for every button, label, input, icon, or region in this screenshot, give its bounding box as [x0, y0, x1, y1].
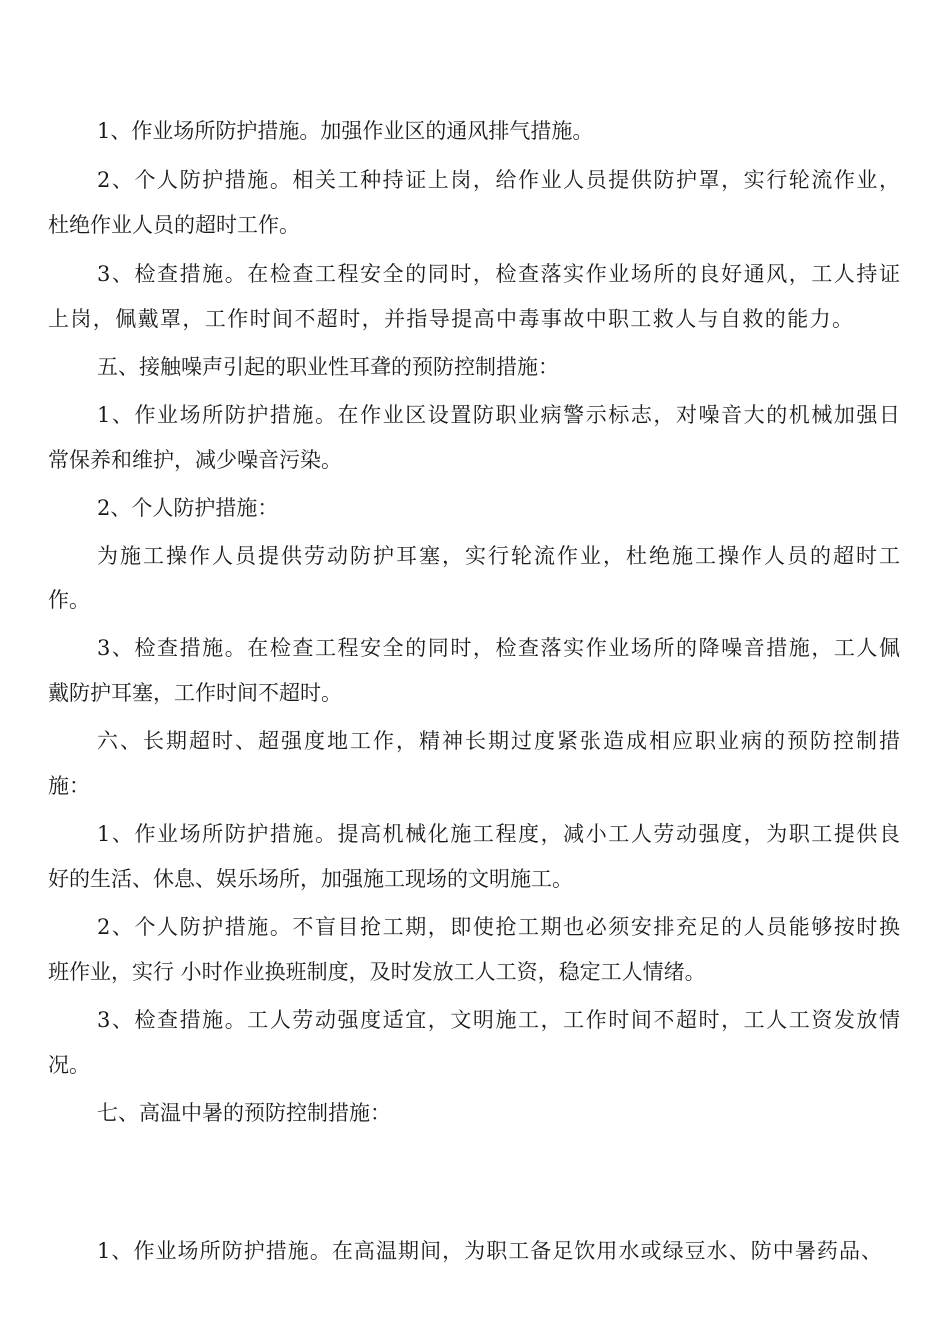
paragraph-line: 上岗，佩戴罩，工作时间不超时，并指导提高中毒事故中职工救人与自救的能力。	[48, 307, 853, 331]
paragraph-line: 2、个人防护措施：	[97, 496, 279, 520]
section-heading: 六、长期超时、超强度地工作，精神长期过度紧张造成相应职业病的预防控制措	[97, 729, 900, 753]
paragraph-line: 戴防护耳塞，工作时间不超时。	[48, 681, 342, 705]
section-heading: 七、高温中暑的预防控制措施：	[97, 1101, 391, 1125]
section-heading: 施：	[48, 774, 90, 798]
section-heading: 五、接触噪声引起的职业性耳聋的预防控制措施：	[97, 355, 559, 379]
paragraph-line: 杜绝作业人员的超时工作。	[48, 213, 300, 237]
paragraph-line: 3、检查措施。工人劳动强度适宜，文明施工，工作时间不超时，工人工资发放情	[97, 1008, 900, 1032]
paragraph-line: 1、作业场所防护措施。加强作业区的通风排气措施。	[97, 119, 594, 143]
paragraph-line: 2、个人防护措施。不盲目抢工期，即使抢工期也必须安排充足的人员能够按时换	[97, 915, 900, 939]
paragraph-line: 3、检查措施。在检查工程安全的同时，检查落实作业场所的良好通风，工人持证	[97, 262, 900, 286]
paragraph-line: 1、作业场所防护措施。在作业区设置防职业病警示标志，对噪音大的机械加强日	[97, 403, 900, 427]
paragraph-line: 为施工操作人员提供劳动防护耳塞，实行轮流作业，杜绝施工操作人员的超时工	[97, 544, 900, 568]
paragraph-line: 况。	[48, 1053, 90, 1077]
paragraph-line: 1、作业场所防护措施。在高温期间，为职工备足饮用水或绿豆水、防中暑药品、	[97, 1239, 882, 1263]
paragraph-line: 常保养和维护，减少噪音污染。	[48, 448, 342, 472]
paragraph-line: 班作业，实行 小时作业换班制度，及时发放工人工资，稳定工人情绪。	[48, 960, 706, 984]
paragraph-line: 好的生活、休息、娱乐场所，加强施工现场的文明施工。	[48, 867, 573, 891]
paragraph-line: 3、检查措施。在检查工程安全的同时，检查落实作业场所的降噪音措施，工人佩	[97, 636, 900, 660]
paragraph-line: 作。	[48, 588, 90, 612]
paragraph-line: 1、作业场所防护措施。提高机械化施工程度，减小工人劳动强度，为职工提供良	[97, 822, 900, 846]
paragraph-line: 2、个人防护措施。相关工种持证上岗，给作业人员提供防护罩，实行轮流作业，	[97, 168, 900, 192]
